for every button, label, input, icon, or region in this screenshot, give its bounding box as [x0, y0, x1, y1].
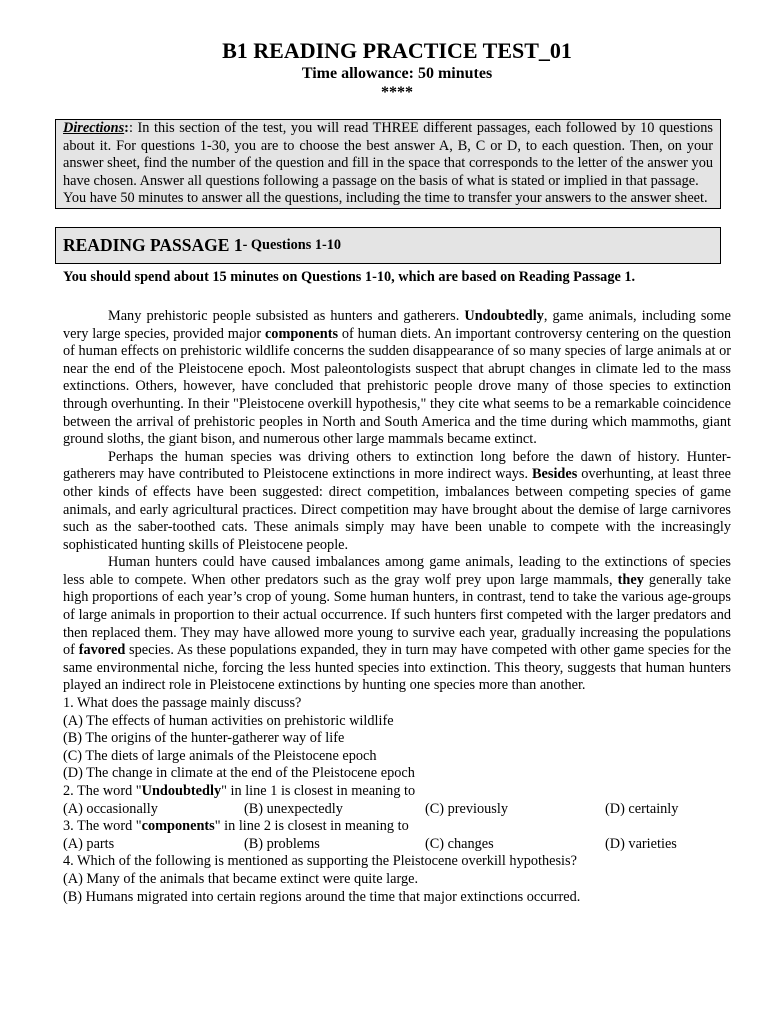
directions-box	[55, 119, 721, 209]
option-2d: (D) certainly	[605, 800, 679, 817]
question-2: 2. The word "Undoubtedly" in line 1 is closest in meaning to	[63, 783, 416, 799]
directions-colon: :	[124, 120, 129, 136]
highlight-they: they	[617, 571, 644, 588]
option-1a: (A) The effects of human activities on prehistoric wildlife	[63, 712, 394, 729]
passage-header	[55, 227, 721, 264]
question-1: 1. What does the passage mainly discuss?	[63, 695, 302, 712]
options-3	[63, 836, 731, 854]
option-3b: (B) problems	[244, 835, 320, 852]
reading-passage	[63, 308, 731, 695]
paragraph-3: Human hunters could have caused imbalances among game animals, leading to the extinctions of species less able to compete. When other predators such as the gray wolf prey upon large mammals, they generally take high proportions of each year’s crop of young. Some human hunters, in contrast, tend to take the various age-groups of large animals in proportion to their actual occurrence. If such hunters first competed with the larger predators and then replaced them. They may have allowed more young to survive each year, gradually increasing the populations of favored species. As these populations expanded, they in turn may have competed with other game species for the same environmental niche, forcing the less hunted species into extinction. This theory, suggests that human hunters played an indirect role in Pleistocene extinctions by hunting one species more than another.	[63, 554, 732, 694]
option-2a: (A) occasionally	[63, 800, 158, 817]
directions-label: Directions	[63, 120, 125, 136]
directions-text: : In this section of the test, you will read THREE different passages, each followed by 10 questions about it. For questions 1-30, you are to choose the best answer A, B, C or D, to each question. Then, on your answer sheet, find the number of the question and fill in the space that corresponds to the letter of the answer you have chosen. Answer all questions following a passage on the basis of what is stated or implied in that passage.	[63, 120, 713, 189]
option-2b: (B) unexpectedly	[244, 800, 343, 817]
passage-instruction: You should spend about 15 minutes on Questions 1-10, which are based on Reading Passage 1.	[63, 268, 636, 285]
test-page	[63, 38, 731, 906]
option-1b: (B) The origins of the hunter-gatherer way of life	[63, 730, 345, 747]
paragraph-2: Perhaps the human species was driving others to extinction long before the dawn of history. Hunter-gatherers may have contributed to Pleistocene extinctions in more indirect ways. Besides overhunting, at least three other kinds of effects have been suggested: direct competition, imbalances between competing species of game animals, and early agricultural practices. Direct competition may have brought about the demise of large carnivores such as the saber-toothed cats. These animals simply may have been unable to compete with the increasingly sophisticated hunting skills of Pleistocene people.	[63, 448, 731, 553]
option-3d: (D) varieties	[605, 835, 677, 852]
option-3a: (A) parts	[63, 835, 115, 852]
option-4a: (A) Many of the animals that became extinct were quite large.	[63, 870, 419, 887]
option-1c: (C) The diets of large animals of the Pleistocene epoch	[63, 747, 377, 764]
question-3: 3. The word "components" in line 2 is closest in meaning to	[63, 818, 409, 835]
options-2	[63, 801, 731, 819]
question-4: 4. Which of the following is mentioned as supporting the Pleistocene overkill hypothesis?	[63, 853, 577, 870]
highlight-components: components	[264, 325, 339, 342]
option-2c: (C) previously	[425, 800, 508, 817]
option-3c: (C) changes	[425, 835, 494, 852]
separator-stars: ****	[381, 84, 413, 101]
passage-title: READING PASSAGE 1	[63, 234, 243, 255]
time-allowance: Time allowance: 50 minutes	[301, 65, 493, 82]
paragraph-1: Many prehistoric people subsisted as hunters and gatherers. Undoubtedly, game animals, including some very large species, provided major components of human diets. An important controversy centering on the question of human effects on prehistoric wildlife concerns the sudden disappearance of so many species of large animals at or near the end of the Pleistocene epoch. Most paleontologists suspect that abrupt changes in climate led to the mass extinctions. Others, however, have concluded that prehistoric people drove many of those species to extinction through overhunting. In their "Pleistocene overkill hypothesis," they cite what seems to be a remarkable coincidence between the arrival of prehistoric peoples in North and South America and the time during which mammoths, giant ground sloths, the giant bison, and numerous other large mammals became extinct.	[63, 307, 731, 448]
passage-question-range: - Questions 1-10	[242, 236, 342, 253]
highlight-besides: Besides	[532, 466, 578, 483]
option-4b: (B) Humans migrated into certain regions around the time that major extinctions occurred.	[63, 888, 581, 905]
highlight-favored: favored	[78, 642, 126, 659]
highlight-undoubtedly: Undoubtedly	[464, 307, 544, 324]
questions	[63, 695, 731, 906]
option-1d: (D) The change in climate at the end of the Pleistocene epoch	[63, 765, 415, 782]
directions-time-note: You have 50 minutes to answer all the questions, including the time to transfer your answers to the answer sheet.	[63, 190, 708, 207]
test-title: B1 READING PRACTICE TEST_01	[222, 38, 572, 63]
